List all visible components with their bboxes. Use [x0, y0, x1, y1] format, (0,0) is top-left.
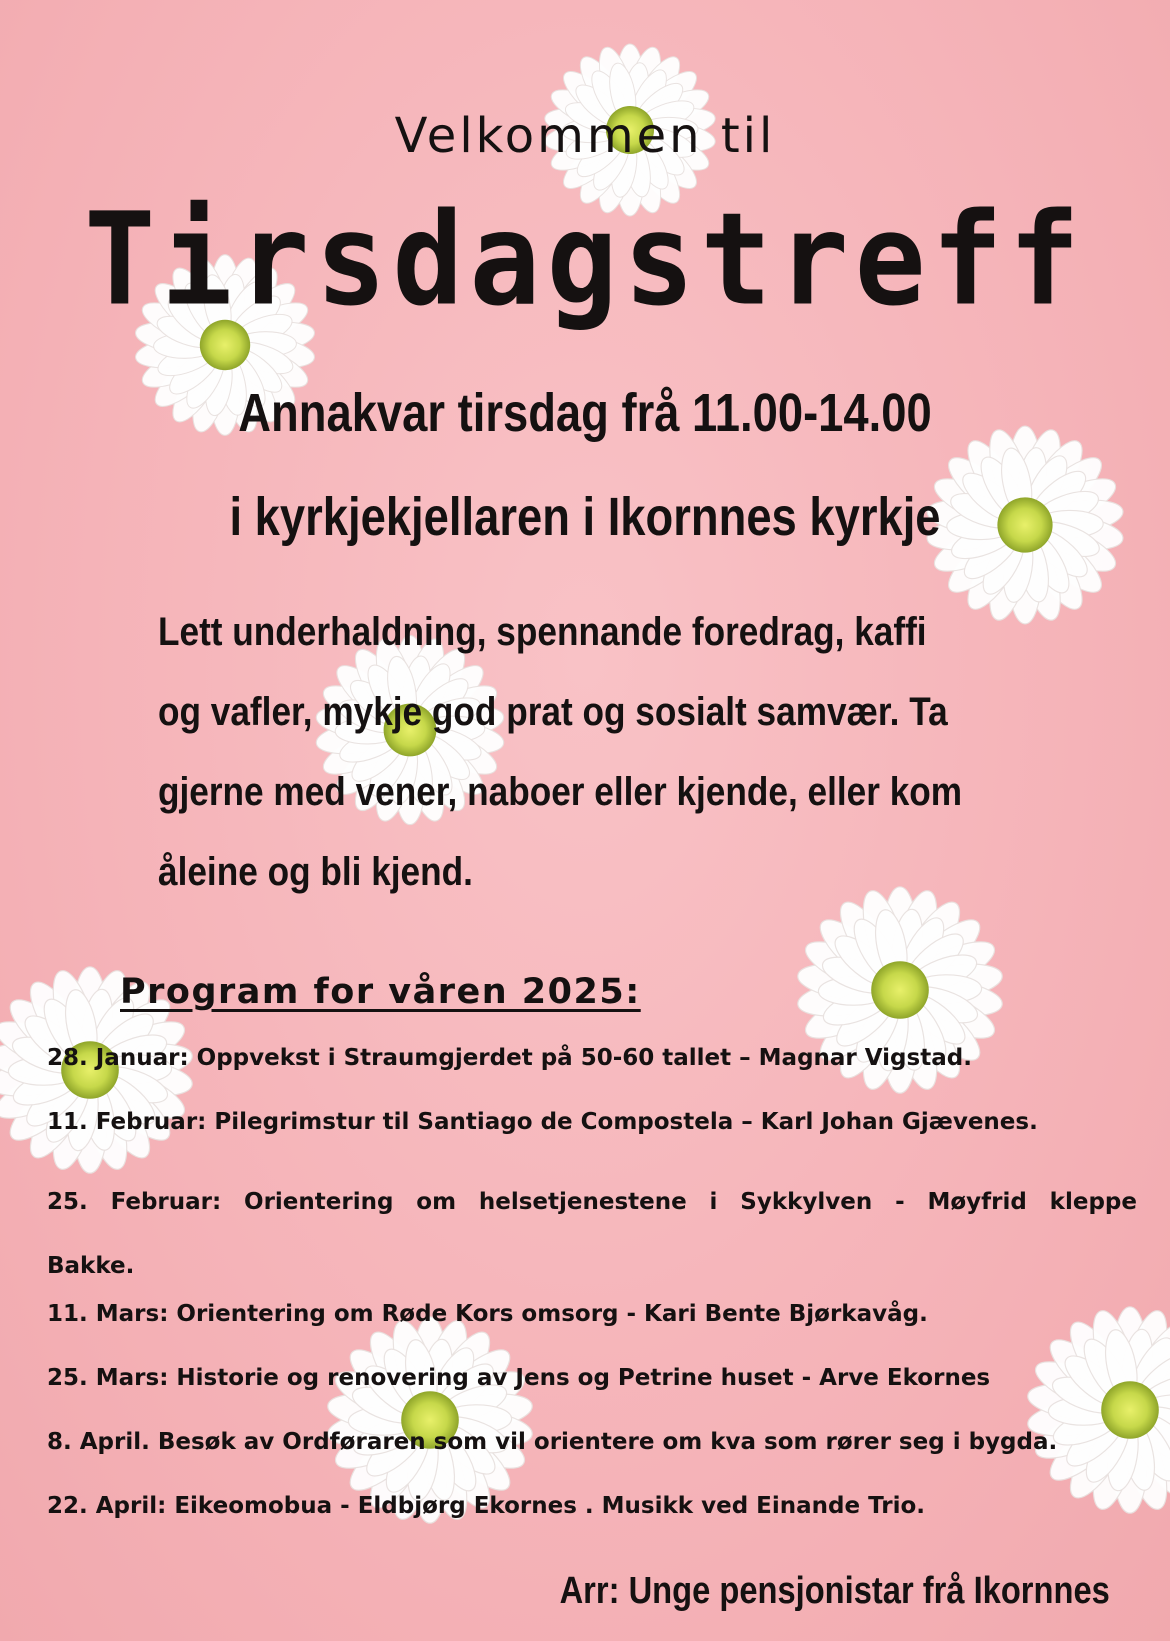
schedule-line: Annakvar tirsdag frå 11.00-14.00	[238, 383, 932, 443]
organizer-text: Arr: Unge pensjonistar frå Ikornnes	[559, 1570, 1110, 1612]
intro-line: og vafler, mykje god prat og sosialt samvær. Ta	[158, 690, 948, 734]
program-list	[47, 1042, 1137, 1554]
program-item: 25. Februar: Orientering om helsetjenestene i Sykkylven - Møyfrid kleppe Bakke.	[47, 1189, 1137, 1279]
welcome-text: Velkommen til	[394, 108, 776, 164]
event-title: Tirsdagstreff	[84, 184, 1086, 334]
program-item: 11. Mars: Orientering om Røde Kors omsorg - Kari Bente Bjørkavåg.	[47, 1301, 928, 1327]
program-item: 8. April. Besøk av Ordføraren som vil orientere om kva som rører seg i bygda.	[47, 1429, 1058, 1455]
location-line: i kyrkjekjellaren i Ikornnes kyrkje	[229, 487, 941, 547]
program-item: 28. Januar: Oppvekst i Straumgjerdet på 50-60 tallet – Magnar Vigstad.	[47, 1045, 972, 1071]
program-item: 11. Februar: Pilegrimstur til Santiago de Compostela – Karl Johan Gjævenes.	[47, 1109, 1038, 1135]
program-item: 25. Mars: Historie og renovering av Jens og Petrine huset - Arve Ekornes	[47, 1365, 991, 1391]
intro-line: Lett underhaldning, spennande foredrag, kaffi	[158, 610, 927, 654]
intro-line: gjerne med vener, naboer eller kjende, eller kom	[158, 770, 963, 814]
program-item: 22. April: Eikeomobua - Eldbjørg Ekornes . Musikk ved Einande Trio.	[47, 1493, 926, 1519]
intro-paragraph	[158, 592, 1028, 912]
intro-line: åleine og bli kjend.	[158, 850, 473, 894]
program-heading: Program for våren 2025:	[120, 972, 641, 1012]
